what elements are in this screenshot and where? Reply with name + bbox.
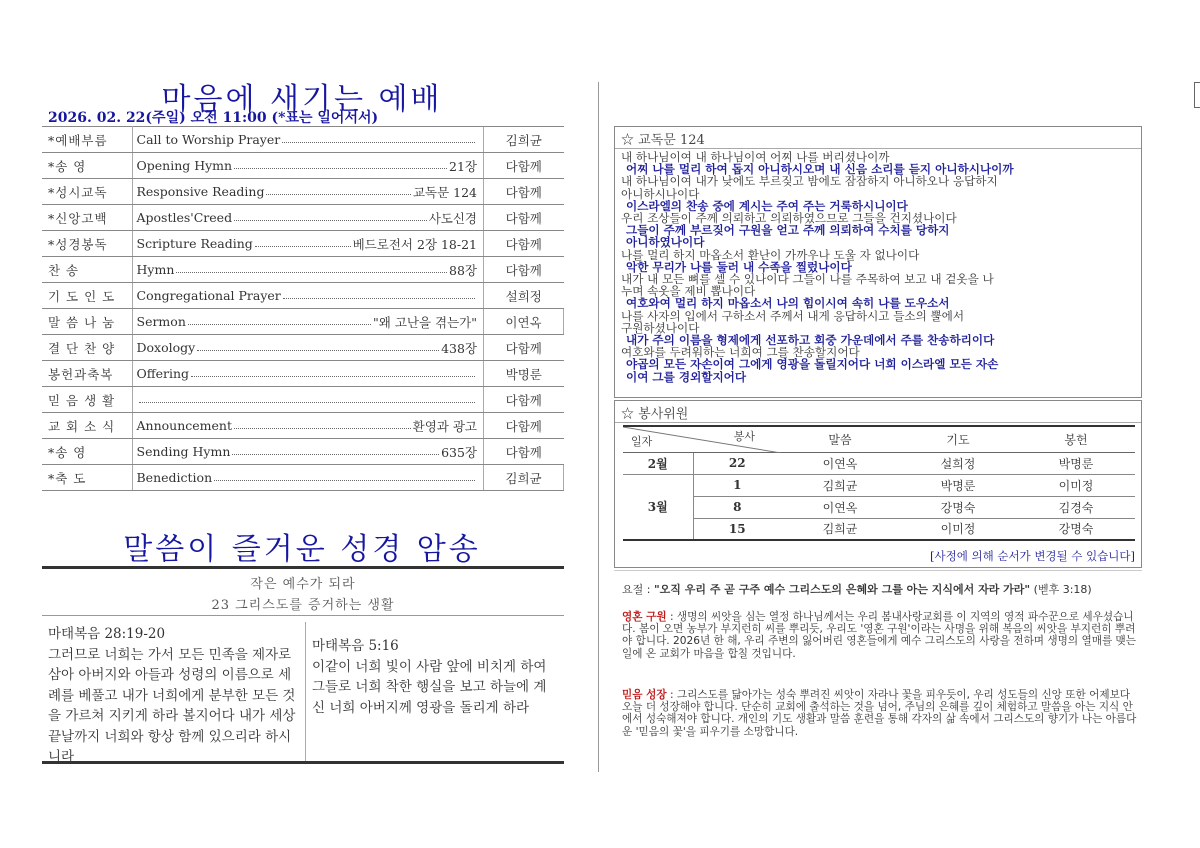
order-item-reference: 21장: [449, 158, 477, 174]
order-item-label: Congregational Prayer: [136, 288, 281, 303]
memory-title: 말씀이 즐거운 성경 암송: [123, 532, 481, 567]
col-offering: 봉헌: [1017, 426, 1135, 452]
order-item-reference: 635장: [441, 444, 477, 460]
order-item-leader: 이연옥: [484, 309, 564, 335]
order-item-leader: 박명룬: [484, 361, 564, 387]
worship-order-row: [42, 439, 564, 465]
order-item-line: [137, 288, 478, 303]
order-item-label: Apostles'Creed: [136, 210, 233, 225]
offering-cell: 박명룬: [1017, 452, 1135, 474]
reading-line: 아니하였나이다: [626, 235, 705, 250]
order-item-description: [132, 465, 484, 491]
order-item-line: [137, 313, 478, 331]
memory-topic: 23 그리스도를 증거하는 생활: [211, 598, 395, 613]
reading-line: 내 하나님이여 내 하나님이여 어찌 나를 버리셨나이까: [621, 150, 890, 164]
order-item-label: Announcement: [136, 418, 232, 433]
order-item-name: *송 영: [42, 439, 132, 465]
order-item-line: [137, 209, 478, 227]
order-item-description: [132, 179, 484, 205]
order-item-description: [132, 231, 484, 257]
memory-verses: [42, 622, 564, 764]
verse-block-1: [42, 622, 306, 765]
prayer-cell: 설희정: [899, 452, 1017, 474]
volunteer-table: [623, 425, 1135, 541]
prayer-cell: 박명룬: [899, 474, 1017, 496]
edge-mark: [1194, 82, 1200, 108]
month-cell: 2월: [623, 452, 693, 474]
table-row: [623, 452, 1135, 474]
vision-paragraph-growth: [622, 689, 1138, 738]
worship-order-row: [42, 205, 564, 231]
order-item-label: Sending Hymn: [136, 444, 231, 459]
order-item-label: Responsive Reading: [136, 184, 265, 199]
order-item-name: 기 도 인 도: [42, 283, 132, 309]
reading-line: 어찌 나를 멀리 하여 돕지 아니하시오며 내 신음 소리를 듣지 아니하시나이까: [626, 162, 1014, 177]
reading-line: 나를 사자의 입에서 구하소서 주께서 내게 응답하시고 들소의 뿔에서: [621, 308, 965, 323]
vision-paragraph-salvation: [622, 611, 1138, 660]
worship-order-row: [42, 179, 564, 205]
order-item-description: [132, 127, 484, 153]
order-item-name: 봉헌과축복: [42, 361, 132, 387]
order-item-description: [132, 283, 484, 309]
order-item-line: [137, 183, 478, 201]
worship-order-row: [42, 231, 564, 257]
order-item-line: [137, 339, 478, 357]
order-item-reference: 교독문 124: [412, 184, 477, 200]
order-item-reference: 438장: [441, 340, 477, 356]
order-item-name: 결 단 찬 양: [42, 335, 132, 361]
worship-order-row: [42, 153, 564, 179]
worship-order-table: [42, 126, 564, 491]
order-item-line: [137, 235, 478, 253]
order-item-label: Benediction: [136, 470, 213, 485]
col-service: 봉사: [733, 430, 755, 443]
motto: [622, 581, 1092, 597]
order-item-line: [137, 261, 478, 279]
worship-title: 마음에 새기는 예배: [161, 82, 443, 117]
order-item-name: *송 영: [42, 153, 132, 179]
order-item-label: Sermon: [136, 314, 186, 329]
order-item-description: [132, 439, 484, 465]
offering-cell: 강명숙: [1017, 518, 1135, 540]
dot-leader: [176, 272, 447, 273]
order-item-leader: 다함께: [484, 153, 564, 179]
day-cell: 22: [693, 452, 781, 474]
order-item-line: [137, 470, 478, 485]
table-row: [623, 518, 1135, 540]
order-item-name: *예배부름: [42, 127, 132, 153]
date-service-header: [623, 426, 781, 452]
dot-leader: [234, 168, 447, 169]
order-item-name: 교 회 소 식: [42, 413, 132, 439]
order-item-reference: 88장: [449, 262, 477, 278]
order-item-leader: 김희균: [484, 465, 564, 491]
order-item-label: Call to Worship Prayer: [136, 132, 281, 147]
verse-block-2: [306, 622, 564, 761]
order-item-leader: 다함께: [484, 231, 564, 257]
worship-order-row: [42, 309, 564, 335]
prayer-cell: 이미정: [899, 518, 1017, 540]
order-item-name: 찬 송: [42, 257, 132, 283]
reading-line: 아니하시나이다: [621, 186, 700, 201]
memory-subtitle-bar: [42, 566, 564, 616]
order-item-description: [132, 257, 484, 283]
worship-order-row: [42, 283, 564, 309]
reading-line: 우리 조상들이 주께 의뢰하고 의뢰하였으므로 그들을 건지셨나이다: [621, 211, 957, 226]
order-item-name: *성경봉독: [42, 231, 132, 257]
word-cell: 이연옥: [781, 496, 899, 518]
order-item-label: Offering: [136, 366, 190, 381]
order-item-line: [137, 157, 478, 175]
reading-line: 여호와를 두려워하는 너희여 그를 찬송할지어다: [621, 345, 860, 360]
dot-leader: [214, 480, 475, 481]
order-item-leader: 다함께: [484, 205, 564, 231]
order-item-line: [137, 417, 478, 435]
order-item-name: 믿 음 생 활: [42, 387, 132, 413]
order-item-leader: 김희균: [484, 127, 564, 153]
order-item-reference: 베드로전서 2장 18-21: [352, 236, 477, 252]
memory-subtitle: 작은 예수가 되라: [250, 577, 356, 592]
volunteer-box: [614, 400, 1142, 568]
motto-text: "오직 우리 주 곧 구주 예수 그리스도의 은혜와 그를 아는 지식에서 자라 가라": [653, 583, 1031, 596]
order-item-description: [132, 153, 484, 179]
day-cell: 15: [693, 518, 781, 540]
page-divider: [598, 82, 599, 772]
dot-leader: [232, 454, 439, 455]
reading-line: 이스라엘의 찬송 중에 계시는 주여 주는 거룩하시니이다: [626, 198, 908, 213]
day-cell: 1: [693, 474, 781, 496]
motto-prefix: 요절 :: [622, 583, 654, 596]
vision-text-salvation: : 생명의 씨앗을 심는 열정 하나님께서는 우리 봄내사랑교회를 이 지역의 영적 파수꾼으로 세우셨습니다. 봄이 오면 농부가 부지런히 씨를 뿌리듯, 우리도 '영혼 구원'이라는 사명을 위해 복음의 씨앗을 부지런히 뿌려야 합니다. 2026년 한 해, 우리 주변의 잃어버린 영혼들에게 예수 그리스도의 사랑을 전하며 생명의 열매를 맺는 일에 온 교회가 마음을 합칠 것입니다.: [622, 611, 1137, 660]
worship-date: 2026. 02. 22(주일) 오전 11:00 (*표는 일어서서): [48, 110, 379, 126]
order-item-leader: 다함께: [484, 413, 564, 439]
order-item-description: [132, 335, 484, 361]
order-item-reference: 사도신경: [428, 210, 477, 226]
worship-order-row: [42, 257, 564, 283]
worship-order-row: [42, 465, 564, 491]
worship-order-row: [42, 413, 564, 439]
order-item-name: *축 도: [42, 465, 132, 491]
reading-line: 나를 멀리 하지 마옵소서 환난이 가까우나 도울 자 없나이다: [621, 247, 920, 262]
verse-2-reference: 마태복음 5:16: [312, 638, 399, 654]
order-item-description: [132, 309, 484, 335]
vision-lead-growth: 믿음 성장: [622, 689, 667, 701]
col-date: 일자: [631, 434, 653, 448]
order-item-reference: "왜 고난을 겪는가": [373, 314, 477, 330]
vision-text-growth: : 그리스도를 닮아가는 성숙 뿌려진 씨앗이 자라나 꽃을 피우듯이, 우리 성도들의 신앙 또한 어제보다 오늘 더 성장해야 합니다. 단순히 교회에 출석하는 것을 넘어, 주님의 은혜를 깊이 체험하고 말씀을 아는 지식 안에서 성숙해져야 합니다. 개인의 기도 생활과 말씀 훈련을 통해 각자의 삶 속에서 그리스도의 향기가 나는 아름다운 '믿음의 꽃'을 피우기를 소망합니다.: [622, 689, 1137, 738]
order-item-reference: 환영과 광고: [412, 418, 477, 434]
col-word: 말씀: [781, 426, 899, 452]
offering-cell: 김경숙: [1017, 496, 1135, 518]
order-item-leader: 다함께: [484, 335, 564, 361]
vision-lead-salvation: 영혼 구원: [622, 611, 667, 623]
worship-order-row: [42, 387, 564, 413]
word-cell: 김희균: [781, 518, 899, 540]
dot-leader: [234, 428, 411, 429]
word-cell: 이연옥: [781, 452, 899, 474]
order-item-name: *신앙고백: [42, 205, 132, 231]
dot-leader: [234, 220, 427, 221]
worship-order-row: [42, 335, 564, 361]
dot-leader: [255, 246, 351, 247]
reading-line: 악한 무리가 나를 둘러 내 수족을 찔렀나이다: [626, 259, 852, 274]
order-item-leader: 설희정: [484, 283, 564, 309]
order-item-line: [137, 443, 478, 461]
order-item-line: [137, 399, 478, 400]
order-item-leader: 다함께: [484, 439, 564, 465]
dot-leader: [282, 142, 475, 143]
responsive-reading-text: [615, 149, 1141, 383]
motto-reference: (벧후 3:18): [1030, 583, 1092, 596]
order-item-label: Opening Hymn: [136, 158, 233, 173]
reading-line: 이여 그를 경외할지어다: [626, 369, 747, 384]
day-cell: 8: [693, 496, 781, 518]
reading-line: 야곱의 모든 자손이여 그에게 영광을 돌릴지어다 너희 이스라엘 모든 자손: [626, 357, 999, 372]
order-item-leader: 다함께: [484, 179, 564, 205]
dot-leader: [283, 298, 475, 299]
worship-order-row: [42, 361, 564, 387]
order-item-line: [137, 132, 478, 147]
month-cell: 3월: [623, 474, 693, 540]
verse-1-text: 그러므로 너희는 가서 모든 민족을 제자로 삼아 아버지와 아들과 성령의 이름으로 세례를 베풀고 내가 너희에게 분부한 모든 것을 가르쳐 지키게 하라 볼지어다 내가 세상 끝날까지 너희와 항상 함께 있으리라 하시니라: [48, 646, 296, 765]
order-item-description: [132, 413, 484, 439]
dot-leader: [191, 376, 475, 377]
dot-leader: [197, 350, 439, 351]
table-row: [623, 474, 1135, 496]
order-item-name: 말 씀 나 눔: [42, 309, 132, 335]
order-item-label: Doxology: [136, 340, 196, 355]
vision-section: [614, 570, 1142, 770]
responsive-reading-header: ☆ 교독문 124: [615, 127, 1141, 149]
order-item-name: *성시교독: [42, 179, 132, 205]
col-prayer: 기도: [899, 426, 1017, 452]
reading-line: 그들이 주께 부르짖어 구원을 얻고 주께 의뢰하여 수치를 당하지: [626, 223, 950, 238]
reading-line: 내가 주의 이름을 형제에게 선포하고 회중 가운데에서 주를 찬송하리이다: [626, 333, 995, 348]
offering-cell: 이미정: [1017, 474, 1135, 496]
order-item-label: Scripture Reading: [136, 236, 253, 251]
order-item-leader: 다함께: [484, 257, 564, 283]
dot-leader: [188, 324, 371, 325]
verse-1-reference: 마태복음 28:19-20: [48, 626, 166, 642]
order-item-description: [132, 387, 484, 413]
table-row: [623, 496, 1135, 518]
worship-order-row: [42, 127, 564, 153]
word-cell: 김희균: [781, 474, 899, 496]
dot-leader: [266, 194, 410, 195]
order-item-description: [132, 361, 484, 387]
verse-2-text: 이같이 너희 빛이 사람 앞에 비치게 하여 그들로 너희 착한 행실을 보고 하늘에 계신 너희 아버지께 영광을 돌리게 하라: [312, 658, 547, 716]
volunteer-header: ☆ 봉사위원: [615, 401, 1141, 423]
reading-line: 내 하나님이여 내가 낮에도 부르짖고 밤에도 잠잠하지 아니하오나 응답하지: [621, 174, 998, 189]
order-item-leader: 다함께: [484, 387, 564, 413]
responsive-reading-box: [614, 126, 1142, 398]
volunteer-note: [사정에 의해 순서가 변경될 수 있습니다]: [930, 549, 1135, 563]
reading-line: 구원하셨나이다: [621, 320, 700, 335]
reading-line: 내가 내 모든 뼈를 셀 수 있나이다 그들이 나를 주목하여 보고 내 겉옷을 나: [621, 272, 994, 287]
dot-leader: [139, 402, 476, 403]
reading-line: 누며 속옷을 제비 뽑나이다: [621, 284, 756, 299]
order-item-line: [137, 366, 478, 381]
prayer-cell: 강명숙: [899, 496, 1017, 518]
reading-line: 여호와여 멀리 하지 마옵소서 나의 힘이시여 속히 나를 도우소서: [626, 296, 950, 311]
order-item-label: Hymn: [136, 262, 175, 277]
order-item-description: [132, 205, 484, 231]
